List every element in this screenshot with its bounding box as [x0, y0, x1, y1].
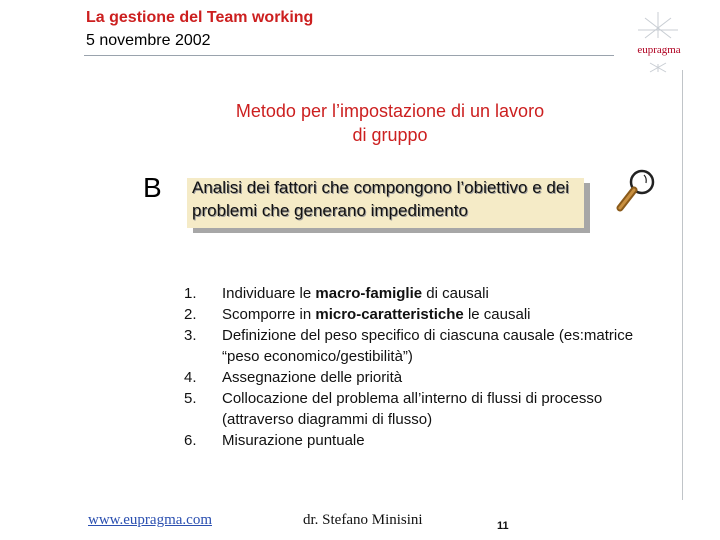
list-text: Definizione del peso specifico di ciascuna causale (es:matrice “peso economico/gestibilità”) — [222, 327, 634, 365]
list-number: 5. — [184, 390, 197, 407]
magnifier-icon — [614, 168, 658, 216]
eupragma-logo — [608, 8, 708, 74]
right-margin-line — [682, 70, 683, 500]
section-letter: B — [143, 172, 162, 203]
list-text: Scomporre in micro-caratteristiche le causali — [222, 306, 531, 323]
list-item — [184, 430, 644, 451]
steps-list — [184, 283, 644, 451]
slide-title-line1: Metodo per l’impostazione di un lavoro — [235, 101, 545, 121]
list-number: 1. — [184, 285, 197, 302]
header-divider — [84, 55, 614, 56]
slide-title-line2: di gruppo — [352, 125, 428, 145]
presentation-date: 5 novembre 2002 — [86, 32, 211, 49]
list-number: 4. — [184, 369, 197, 386]
list-item — [184, 388, 644, 430]
list-number: 3. — [184, 327, 197, 344]
list-text: Collocazione del problema all’interno di flussi di processo (attraverso diagrammi di flusso) — [222, 390, 603, 428]
presentation-title: La gestione del Team working — [86, 9, 314, 26]
highlight-box-text: Analisi dei fattori che compongono l’obiettivo e dei problemi che generano impedimento — [192, 178, 570, 220]
list-item — [184, 304, 644, 325]
list-number: 6. — [184, 432, 197, 449]
list-number: 2. — [184, 306, 197, 323]
list-item — [184, 367, 644, 388]
website-link[interactable]: www.eupragma.com — [88, 512, 212, 528]
logo-wordmark: eupragma — [637, 44, 681, 56]
list-item — [184, 283, 644, 304]
list-text: Assegnazione delle priorità — [222, 369, 403, 386]
slide-title — [180, 99, 600, 147]
list-text: Misurazione puntuale — [222, 432, 365, 449]
list-item — [184, 325, 644, 367]
author-name: dr. Stefano Minisini — [303, 512, 423, 528]
list-text: Individuare le macro-famiglie di causali — [222, 285, 489, 302]
page-number: 11 — [497, 520, 509, 532]
